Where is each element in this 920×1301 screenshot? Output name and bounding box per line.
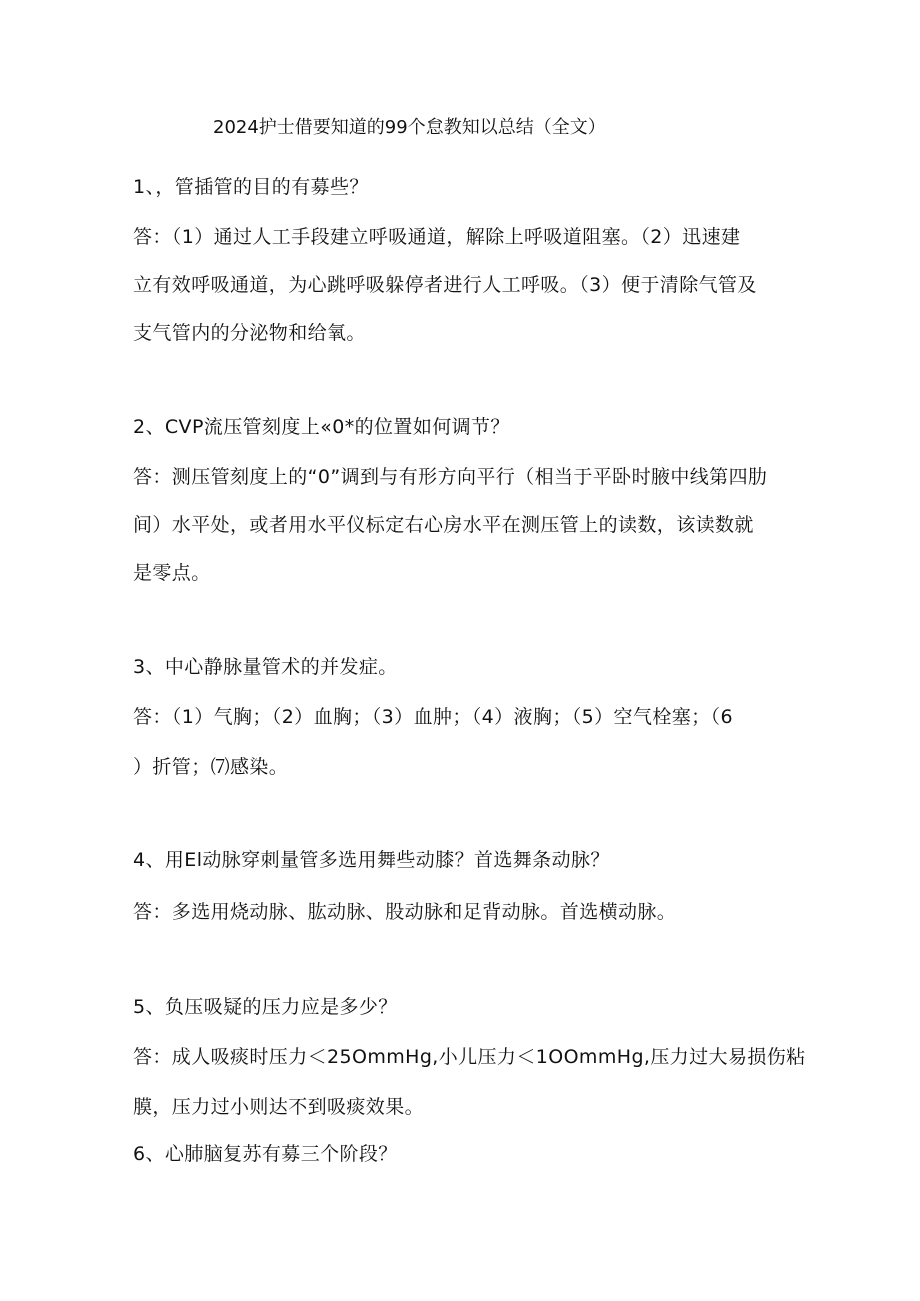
answer-5-line-2: 膜，压力过小则达不到吸痰效果。 — [133, 1096, 425, 1118]
question-1: 1、，管插管的目的有募些？ — [133, 176, 369, 198]
answer-1-line-1: 答：（1）通过人工手段建立呼吸通道，解除上呼吸道阻塞。（2）迅速建 — [133, 226, 741, 248]
answer-1-line-2: 立有效呼吸通道，为心跳呼吸躲停者进行人工呼吸。（3）便于清除气管及 — [133, 274, 757, 296]
question-6: 6、心肺脑复苏有募三个阶段？ — [133, 1143, 398, 1165]
answer-4-line-1: 答：多选用烧动脉、肱动脉、股动脉和足背动脉。首选横动脉。 — [133, 901, 677, 923]
answer-3-line-1: 答：（1）气胸；（2）血胸；（3）血肿；（4）液胸；（5）空气栓塞；（6 — [133, 706, 733, 728]
answer-2-line-3: 是零点。 — [133, 562, 211, 584]
question-3: 3、中心静脉量管术的并发症。 — [133, 656, 398, 678]
answer-2-line-2: 间）水平处，或者用水平仪标定右心房水平在测压管上的读数，该读数就 — [133, 514, 754, 536]
answer-1-line-3: 支气管内的分泌物和给氧。 — [133, 322, 366, 344]
document-title: 2024护士借要知道的99个怠教知以总结（全文） — [213, 117, 606, 138]
answer-3-line-2: ）折管；⑺感染。 — [133, 756, 289, 778]
question-5: 5、负压吸疑的压力应是多少？ — [133, 996, 398, 1018]
answer-5-line-1: 答：成人吸痰时压力＜25OmmHg,小儿压力＜1OOmmHg,压力过大易损伤粘 — [133, 1046, 806, 1068]
answer-2-line-1: 答：测压管刻度上的“0”调到与有形方向平行（相当于平卧时腋中线第四肋 — [133, 466, 768, 488]
question-2: 2、CVP流压管刻度上«0*的位置如何调节？ — [133, 416, 510, 438]
question-4: 4、用El动脉穿刺量管多选用舞些动膝？首选舞条动脉？ — [133, 849, 610, 871]
